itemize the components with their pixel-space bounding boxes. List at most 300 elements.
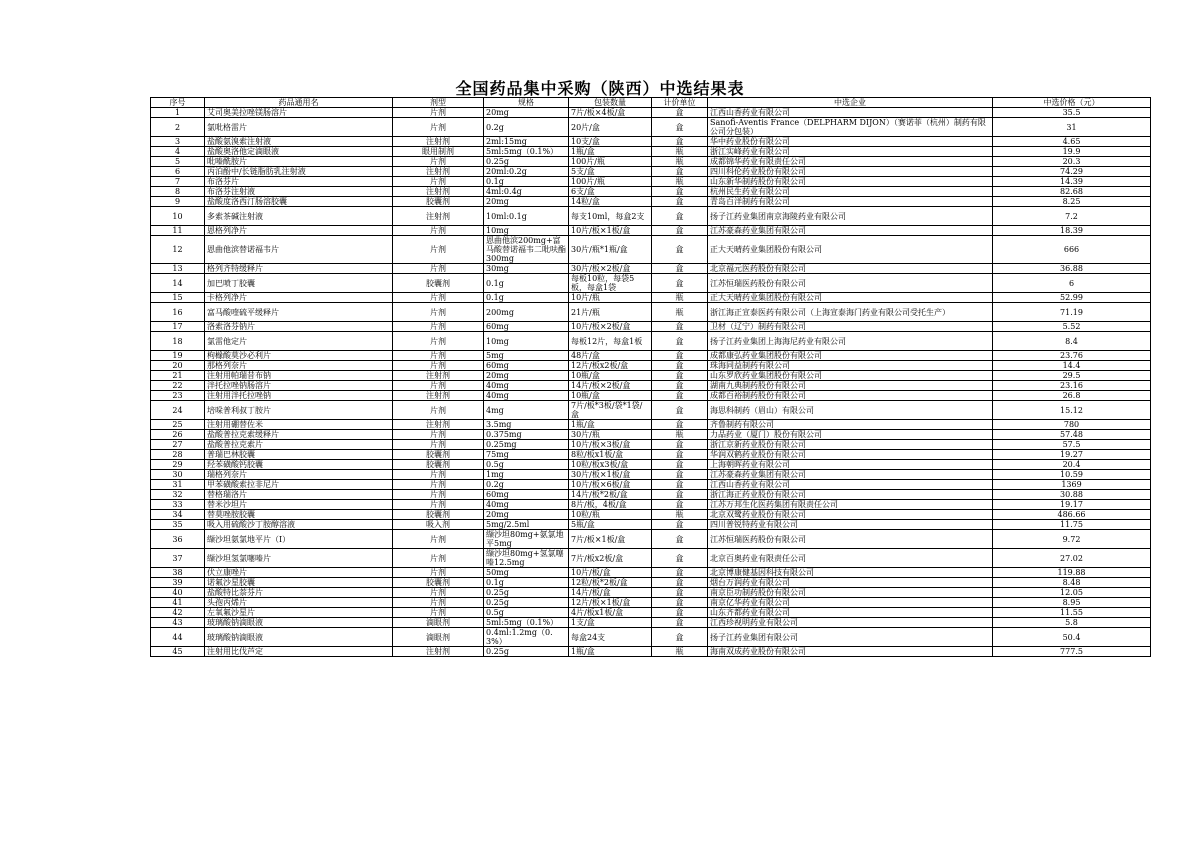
pricing-unit: 盒: [652, 578, 708, 588]
selected-company: 北京双鹭药业股份有限公司: [708, 510, 993, 520]
row-number: 39: [151, 578, 205, 588]
specification: 3.5mg: [484, 420, 569, 430]
row-number: 43: [151, 618, 205, 628]
specification: 0.375mg: [484, 430, 569, 440]
package-quantity: 30片/瓶: [569, 430, 652, 440]
pricing-unit: 瓶: [652, 303, 708, 322]
row-number: 13: [151, 264, 205, 274]
selected-price: 8.25: [993, 197, 1151, 207]
dosage-form: 片剂: [393, 500, 484, 510]
selected-company: 南京臣功制药股份有限公司: [708, 588, 993, 598]
selected-company: 浙江海正宣泰医药有限公司（上海宣泰海门药业有限公司受托生产）: [708, 303, 993, 322]
selected-price: 30.88: [993, 490, 1151, 500]
selected-company: 江苏恒瑞医药股份有限公司: [708, 530, 993, 549]
table-row: [151, 450, 1151, 460]
specification: 0.2g: [484, 118, 569, 137]
row-number: 3: [151, 137, 205, 147]
row-number: 31: [151, 480, 205, 490]
specification: 1mg: [484, 470, 569, 480]
table-row: [151, 236, 1151, 264]
row-number: 15: [151, 293, 205, 303]
specification: 0.4ml:1.2mg（0.3%）: [484, 628, 569, 647]
row-number: 37: [151, 549, 205, 568]
pricing-unit: 盒: [652, 500, 708, 510]
drug-name: 注射用帕瑞昔布钠: [205, 371, 393, 381]
package-quantity: 14粒/盒: [569, 197, 652, 207]
specification: 0.1g: [484, 177, 569, 187]
selected-price: 7.2: [993, 207, 1151, 226]
pricing-unit: 瓶: [652, 510, 708, 520]
pricing-unit: 盒: [652, 470, 708, 480]
selected-price: 57.48: [993, 430, 1151, 440]
specification: 5mg/2.5ml: [484, 520, 569, 530]
specification: 恩曲他滨200mg+富马酸替诺福韦二吡呋酯300mg: [484, 236, 569, 264]
dosage-form: 胶囊剂: [393, 510, 484, 520]
drug-name: 注射用泮托拉唑钠: [205, 391, 393, 401]
pricing-unit: 盒: [652, 118, 708, 137]
dosage-form: 注射剂: [393, 647, 484, 657]
selected-price: 14.39: [993, 177, 1151, 187]
selected-company: 珠海同益制药有限公司: [708, 361, 993, 371]
selected-price: 9.72: [993, 530, 1151, 549]
table-row: [151, 108, 1151, 118]
drug-name: 盐酸普拉克索缓释片: [205, 430, 393, 440]
row-number: 9: [151, 197, 205, 207]
table-row: [151, 177, 1151, 187]
specification: 0.25mg: [484, 440, 569, 450]
dosage-form: 片剂: [393, 608, 484, 618]
row-number: 27: [151, 440, 205, 450]
selected-price: 23.76: [993, 351, 1151, 361]
package-quantity: 每支10ml，每盒2支: [569, 207, 652, 226]
pricing-unit: 盒: [652, 460, 708, 470]
drug-name: 洛索洛芬钠片: [205, 322, 393, 332]
package-quantity: 100片/瓶: [569, 177, 652, 187]
pricing-unit: 盒: [652, 618, 708, 628]
dosage-form: 注射剂: [393, 391, 484, 401]
selected-price: 82.68: [993, 187, 1151, 197]
table-row: [151, 381, 1151, 391]
table-row: [151, 430, 1151, 440]
selected-price: 780: [993, 420, 1151, 430]
package-quantity: 14片/板*2板/盒: [569, 490, 652, 500]
selected-price: 19.27: [993, 450, 1151, 460]
row-number: 29: [151, 460, 205, 470]
package-quantity: 12片/板×1板/盒: [569, 598, 652, 608]
selected-company: 四川普锐特药业有限公司: [708, 520, 993, 530]
selected-price: 11.55: [993, 608, 1151, 618]
row-number: 26: [151, 430, 205, 440]
row-number: 32: [151, 490, 205, 500]
selected-company: 浙江海正药业股份有限公司: [708, 490, 993, 500]
header-name: 药品通用名: [205, 98, 393, 108]
pricing-unit: 盒: [652, 197, 708, 207]
pricing-unit: 盒: [652, 520, 708, 530]
dosage-form: 片剂: [393, 598, 484, 608]
selected-price: 5.52: [993, 322, 1151, 332]
drug-name: 培哚普利叔丁胺片: [205, 401, 393, 420]
specification: 5mg: [484, 351, 569, 361]
selected-company: 成都康弘药业集团股份有限公司: [708, 351, 993, 361]
selected-price: 29.5: [993, 371, 1151, 381]
selected-price: 6: [993, 274, 1151, 293]
specification: 0.1g: [484, 293, 569, 303]
drug-name: 玻璃酸钠滴眼液: [205, 628, 393, 647]
row-number: 19: [151, 351, 205, 361]
pricing-unit: 盒: [652, 274, 708, 293]
selected-company: 四川科伦药业股份有限公司: [708, 167, 993, 177]
drug-name: 枸橼酸莫沙必利片: [205, 351, 393, 361]
drug-name: 盐酸奥洛他定滴眼液: [205, 147, 393, 157]
package-quantity: 30片/板×2板/盒: [569, 264, 652, 274]
selected-company: 湖南九典制药股份有限公司: [708, 381, 993, 391]
drug-name: 替格瑞洛片: [205, 490, 393, 500]
dosage-form: 片剂: [393, 440, 484, 450]
drug-name: 玻璃酸钠滴眼液: [205, 618, 393, 628]
drug-name: 艾司奥美拉唑镁肠溶片: [205, 108, 393, 118]
selected-company: 江西山香药业有限公司: [708, 480, 993, 490]
selected-company: 正大天晴药业集团股份有限公司: [708, 293, 993, 303]
drug-name: 加巴喷丁胶囊: [205, 274, 393, 293]
specification: 20ml:0.2g: [484, 167, 569, 177]
drug-name: 布洛芬注射液: [205, 187, 393, 197]
selected-price: 8.48: [993, 578, 1151, 588]
drug-name: 吸入用硫酸沙丁胺醇溶液: [205, 520, 393, 530]
table-row: [151, 167, 1151, 177]
row-number: 30: [151, 470, 205, 480]
pricing-unit: 盒: [652, 226, 708, 236]
drug-name: 羟苯磺酸钙胶囊: [205, 460, 393, 470]
dosage-form: 片剂: [393, 351, 484, 361]
selected-price: 31: [993, 118, 1151, 137]
dosage-form: 注射剂: [393, 420, 484, 430]
drug-name: 氯吡格雷片: [205, 118, 393, 137]
table-row: [151, 500, 1151, 510]
table-row: [151, 157, 1151, 167]
pricing-unit: 盒: [652, 420, 708, 430]
specification: 缬沙坦80mg+氨氯地平5mg: [484, 530, 569, 549]
table-row: [151, 510, 1151, 520]
specification: 0.5g: [484, 608, 569, 618]
row-number: 7: [151, 177, 205, 187]
dosage-form: 胶囊剂: [393, 197, 484, 207]
drug-name: 甲苯磺酸索拉非尼片: [205, 480, 393, 490]
specification: 4ml:0.4g: [484, 187, 569, 197]
dosage-form: 注射剂: [393, 207, 484, 226]
pricing-unit: 盒: [652, 381, 708, 391]
row-number: 35: [151, 520, 205, 530]
package-quantity: 8粒/板x1板/盒: [569, 450, 652, 460]
row-number: 33: [151, 500, 205, 510]
selected-price: 11.75: [993, 520, 1151, 530]
package-quantity: 4片/板x1板/盒: [569, 608, 652, 618]
table-row: [151, 147, 1151, 157]
selected-company: 华润双鹤药业股份有限公司: [708, 450, 993, 460]
row-number: 5: [151, 157, 205, 167]
selected-company: 上海朝晖药业有限公司: [708, 460, 993, 470]
package-quantity: 10支/盒: [569, 137, 652, 147]
specification: 75mg: [484, 450, 569, 460]
package-quantity: 14片/板/盒: [569, 588, 652, 598]
drug-name: 诺氟沙星胶囊: [205, 578, 393, 588]
dosage-form: 注射剂: [393, 187, 484, 197]
table-row: [151, 598, 1151, 608]
drug-name: 缬沙坦氢氯噻嗪片: [205, 549, 393, 568]
drug-name: 丙泊酚中/长链脂肪乳注射液: [205, 167, 393, 177]
specification: 40mg: [484, 500, 569, 510]
page-title: 全国药品集中采购（陕西）中选结果表: [455, 79, 745, 98]
pricing-unit: 瓶: [652, 430, 708, 440]
drug-name: 泮托拉唑钠肠溶片: [205, 381, 393, 391]
pricing-unit: 盒: [652, 598, 708, 608]
selected-company: 杭州民生药业有限公司: [708, 187, 993, 197]
selected-price: 12.05: [993, 588, 1151, 598]
table-row: [151, 530, 1151, 549]
pricing-unit: 瓶: [652, 293, 708, 303]
selected-company: 山东齐都药业有限公司: [708, 608, 993, 618]
table-row: [151, 332, 1151, 351]
drug-name: 左氧氟沙星片: [205, 608, 393, 618]
drug-name: 布洛芬片: [205, 177, 393, 187]
table-row: [151, 264, 1151, 274]
drug-name: 替莫唑胺胶囊: [205, 510, 393, 520]
row-number: 1: [151, 108, 205, 118]
selected-price: 19.9: [993, 147, 1151, 157]
selected-company: 青岛百洋制药有限公司: [708, 197, 993, 207]
specification: 20mg: [484, 108, 569, 118]
specification: 0.1g: [484, 578, 569, 588]
package-quantity: 14片/板×2板/盒: [569, 381, 652, 391]
pricing-unit: 盒: [652, 264, 708, 274]
table-row: [151, 440, 1151, 450]
package-quantity: 48片/盒: [569, 351, 652, 361]
drug-name: 头孢丙烯片: [205, 598, 393, 608]
table-row: [151, 549, 1151, 568]
selected-price: 20.3: [993, 157, 1151, 167]
dosage-form: 滴眼剂: [393, 628, 484, 647]
dosage-form: 眼用制剂: [393, 147, 484, 157]
selected-price: 27.02: [993, 549, 1151, 568]
specification: 10mg: [484, 226, 569, 236]
dosage-form: 胶囊剂: [393, 274, 484, 293]
selected-company: 江西珍视明药业有限公司: [708, 618, 993, 628]
package-quantity: 每板10粒，每袋5板，每盒1袋: [569, 274, 652, 293]
package-quantity: 10片/板×2板/盒: [569, 322, 652, 332]
pricing-unit: 盒: [652, 628, 708, 647]
table-row: [151, 361, 1151, 371]
pricing-unit: 盒: [652, 490, 708, 500]
selected-price: 23.16: [993, 381, 1151, 391]
row-number: 2: [151, 118, 205, 137]
pricing-unit: 盒: [652, 371, 708, 381]
package-quantity: 7片/板×1板/盒: [569, 530, 652, 549]
table-row: [151, 226, 1151, 236]
dosage-form: 片剂: [393, 480, 484, 490]
drug-name: 吡嗪酰胺片: [205, 157, 393, 167]
dosage-form: 片剂: [393, 401, 484, 420]
drug-name: 氯雷他定片: [205, 332, 393, 351]
pricing-unit: 盒: [652, 207, 708, 226]
row-number: 8: [151, 187, 205, 197]
table-row: [151, 351, 1151, 361]
specification: 10mg: [484, 332, 569, 351]
drug-name: 瑞格列奈片: [205, 470, 393, 480]
specification: 0.25g: [484, 157, 569, 167]
selected-company: 南京亿华药业有限公司: [708, 598, 993, 608]
selected-company: 华中药业股份有限公司: [708, 137, 993, 147]
row-number: 10: [151, 207, 205, 226]
table-row: [151, 207, 1151, 226]
package-quantity: 1支/盒: [569, 618, 652, 628]
selected-company: 浙江实峰药业有限公司: [708, 147, 993, 157]
row-number: 11: [151, 226, 205, 236]
selected-company: 江苏豪森药业集团有限公司: [708, 470, 993, 480]
package-quantity: 1瓶/盒: [569, 647, 652, 657]
pricing-unit: 盒: [652, 187, 708, 197]
drug-name: 多索茶碱注射液: [205, 207, 393, 226]
package-quantity: 100片/瓶: [569, 157, 652, 167]
selected-company: 扬子江药业集团上海海尼药业有限公司: [708, 332, 993, 351]
package-quantity: 1瓶/盒: [569, 147, 652, 157]
pricing-unit: 盒: [652, 322, 708, 332]
package-quantity: 21片/瓶: [569, 303, 652, 322]
package-quantity: 10瓶/盒: [569, 391, 652, 401]
selected-company: 成都百裕制药股份有限公司: [708, 391, 993, 401]
pricing-unit: 盒: [652, 351, 708, 361]
drug-name: 盐酸氨溴索注射液: [205, 137, 393, 147]
row-number: 34: [151, 510, 205, 520]
specification: 50mg: [484, 568, 569, 578]
selected-company: 成都锦华药业有限责任公司: [708, 157, 993, 167]
specification: 0.25g: [484, 647, 569, 657]
package-quantity: 10片/板×3板/盒: [569, 440, 652, 450]
package-quantity: 6支/盒: [569, 187, 652, 197]
table-row: [151, 628, 1151, 647]
selected-company: 江苏恒瑞医药股份有限公司: [708, 274, 993, 293]
dosage-form: 片剂: [393, 157, 484, 167]
selected-company: 正大天晴药业集团股份有限公司: [708, 236, 993, 264]
dosage-form: 片剂: [393, 470, 484, 480]
dosage-form: 片剂: [393, 568, 484, 578]
table-row: [151, 187, 1151, 197]
specification: 2ml:15mg: [484, 137, 569, 147]
package-quantity: 30片/瓶*1瓶/盒: [569, 236, 652, 264]
table-row: [151, 608, 1151, 618]
pricing-unit: 盒: [652, 588, 708, 598]
selected-price: 35.5: [993, 108, 1151, 118]
row-number: 6: [151, 167, 205, 177]
selected-price: 20.4: [993, 460, 1151, 470]
dosage-form: 片剂: [393, 108, 484, 118]
table-row: [151, 470, 1151, 480]
specification: 30mg: [484, 264, 569, 274]
row-number: 12: [151, 236, 205, 264]
selected-company: 北京福元医药股份有限公司: [708, 264, 993, 274]
selected-company: 扬子江药业集团南京海陵药业有限公司: [708, 207, 993, 226]
package-quantity: 10片/板×1板/盒: [569, 226, 652, 236]
dosage-form: 胶囊剂: [393, 578, 484, 588]
specification: 200mg: [484, 303, 569, 322]
table-row: [151, 647, 1151, 657]
specification: 20mg: [484, 197, 569, 207]
pricing-unit: 盒: [652, 391, 708, 401]
selected-company: 齐鲁制药有限公司: [708, 420, 993, 430]
row-number: 14: [151, 274, 205, 293]
drug-name: 富马酸喹硫平缓释片: [205, 303, 393, 322]
dosage-form: 片剂: [393, 361, 484, 371]
selected-price: 57.5: [993, 440, 1151, 450]
dosage-form: 片剂: [393, 332, 484, 351]
package-quantity: 10片/板/盒: [569, 568, 652, 578]
package-quantity: 7片/板x2板/盒: [569, 549, 652, 568]
specification: 0.2g: [484, 480, 569, 490]
dosage-form: 片剂: [393, 381, 484, 391]
selected-price: 666: [993, 236, 1151, 264]
specification: 0.25g: [484, 598, 569, 608]
table-row: [151, 274, 1151, 293]
selected-company: 烟台万润药业有限公司: [708, 578, 993, 588]
dosage-form: 注射剂: [393, 167, 484, 177]
selected-company: 北京博康健基因科技有限公司: [708, 568, 993, 578]
header-no: 序号: [151, 98, 205, 108]
dosage-form: 胶囊剂: [393, 460, 484, 470]
row-number: 16: [151, 303, 205, 322]
selected-price: 119.88: [993, 568, 1151, 578]
drug-name: 格列齐特缓释片: [205, 264, 393, 274]
dosage-form: 滴眼剂: [393, 618, 484, 628]
selected-company: 海思科制药（眉山）有限公司: [708, 401, 993, 420]
package-quantity: 12片/板x2板/盒: [569, 361, 652, 371]
selected-price: 1369: [993, 480, 1151, 490]
package-quantity: 每板12片，每盒1板: [569, 332, 652, 351]
drug-name: 注射用比伐芦定: [205, 647, 393, 657]
pricing-unit: 瓶: [652, 157, 708, 167]
row-number: 21: [151, 371, 205, 381]
selected-price: 777.5: [993, 647, 1151, 657]
pricing-unit: 盒: [652, 530, 708, 549]
table-row: [151, 520, 1151, 530]
table-row: [151, 371, 1151, 381]
drug-name: 恩格列净片: [205, 226, 393, 236]
dosage-form: 片剂: [393, 530, 484, 549]
dosage-form: 片剂: [393, 549, 484, 568]
specification: 40mg: [484, 381, 569, 391]
results-table: [150, 97, 1151, 657]
package-quantity: 10片/板×6板/盒: [569, 480, 652, 490]
selected-company: 北京百奥药业有限责任公司: [708, 549, 993, 568]
dosage-form: 片剂: [393, 226, 484, 236]
pricing-unit: 盒: [652, 167, 708, 177]
package-quantity: 7片/板*3板/袋*1袋/盒: [569, 401, 652, 420]
table-row: [151, 137, 1151, 147]
selected-company: 浙江京新药业股份有限公司: [708, 440, 993, 450]
table-row: [151, 460, 1151, 470]
package-quantity: 10粒/板x3板/盒: [569, 460, 652, 470]
pricing-unit: 盒: [652, 108, 708, 118]
selected-price: 19.17: [993, 500, 1151, 510]
package-quantity: 30片/板×1板/盒: [569, 470, 652, 480]
specification: 5ml:5mg（0.1%）: [484, 618, 569, 628]
pricing-unit: 盒: [652, 401, 708, 420]
row-number: 44: [151, 628, 205, 647]
specification: 60mg: [484, 322, 569, 332]
pricing-unit: 瓶: [652, 147, 708, 157]
row-number: 17: [151, 322, 205, 332]
table-row: [151, 303, 1151, 322]
drug-name: 盐酸度洛西汀肠溶胶囊: [205, 197, 393, 207]
row-number: 42: [151, 608, 205, 618]
row-number: 41: [151, 598, 205, 608]
